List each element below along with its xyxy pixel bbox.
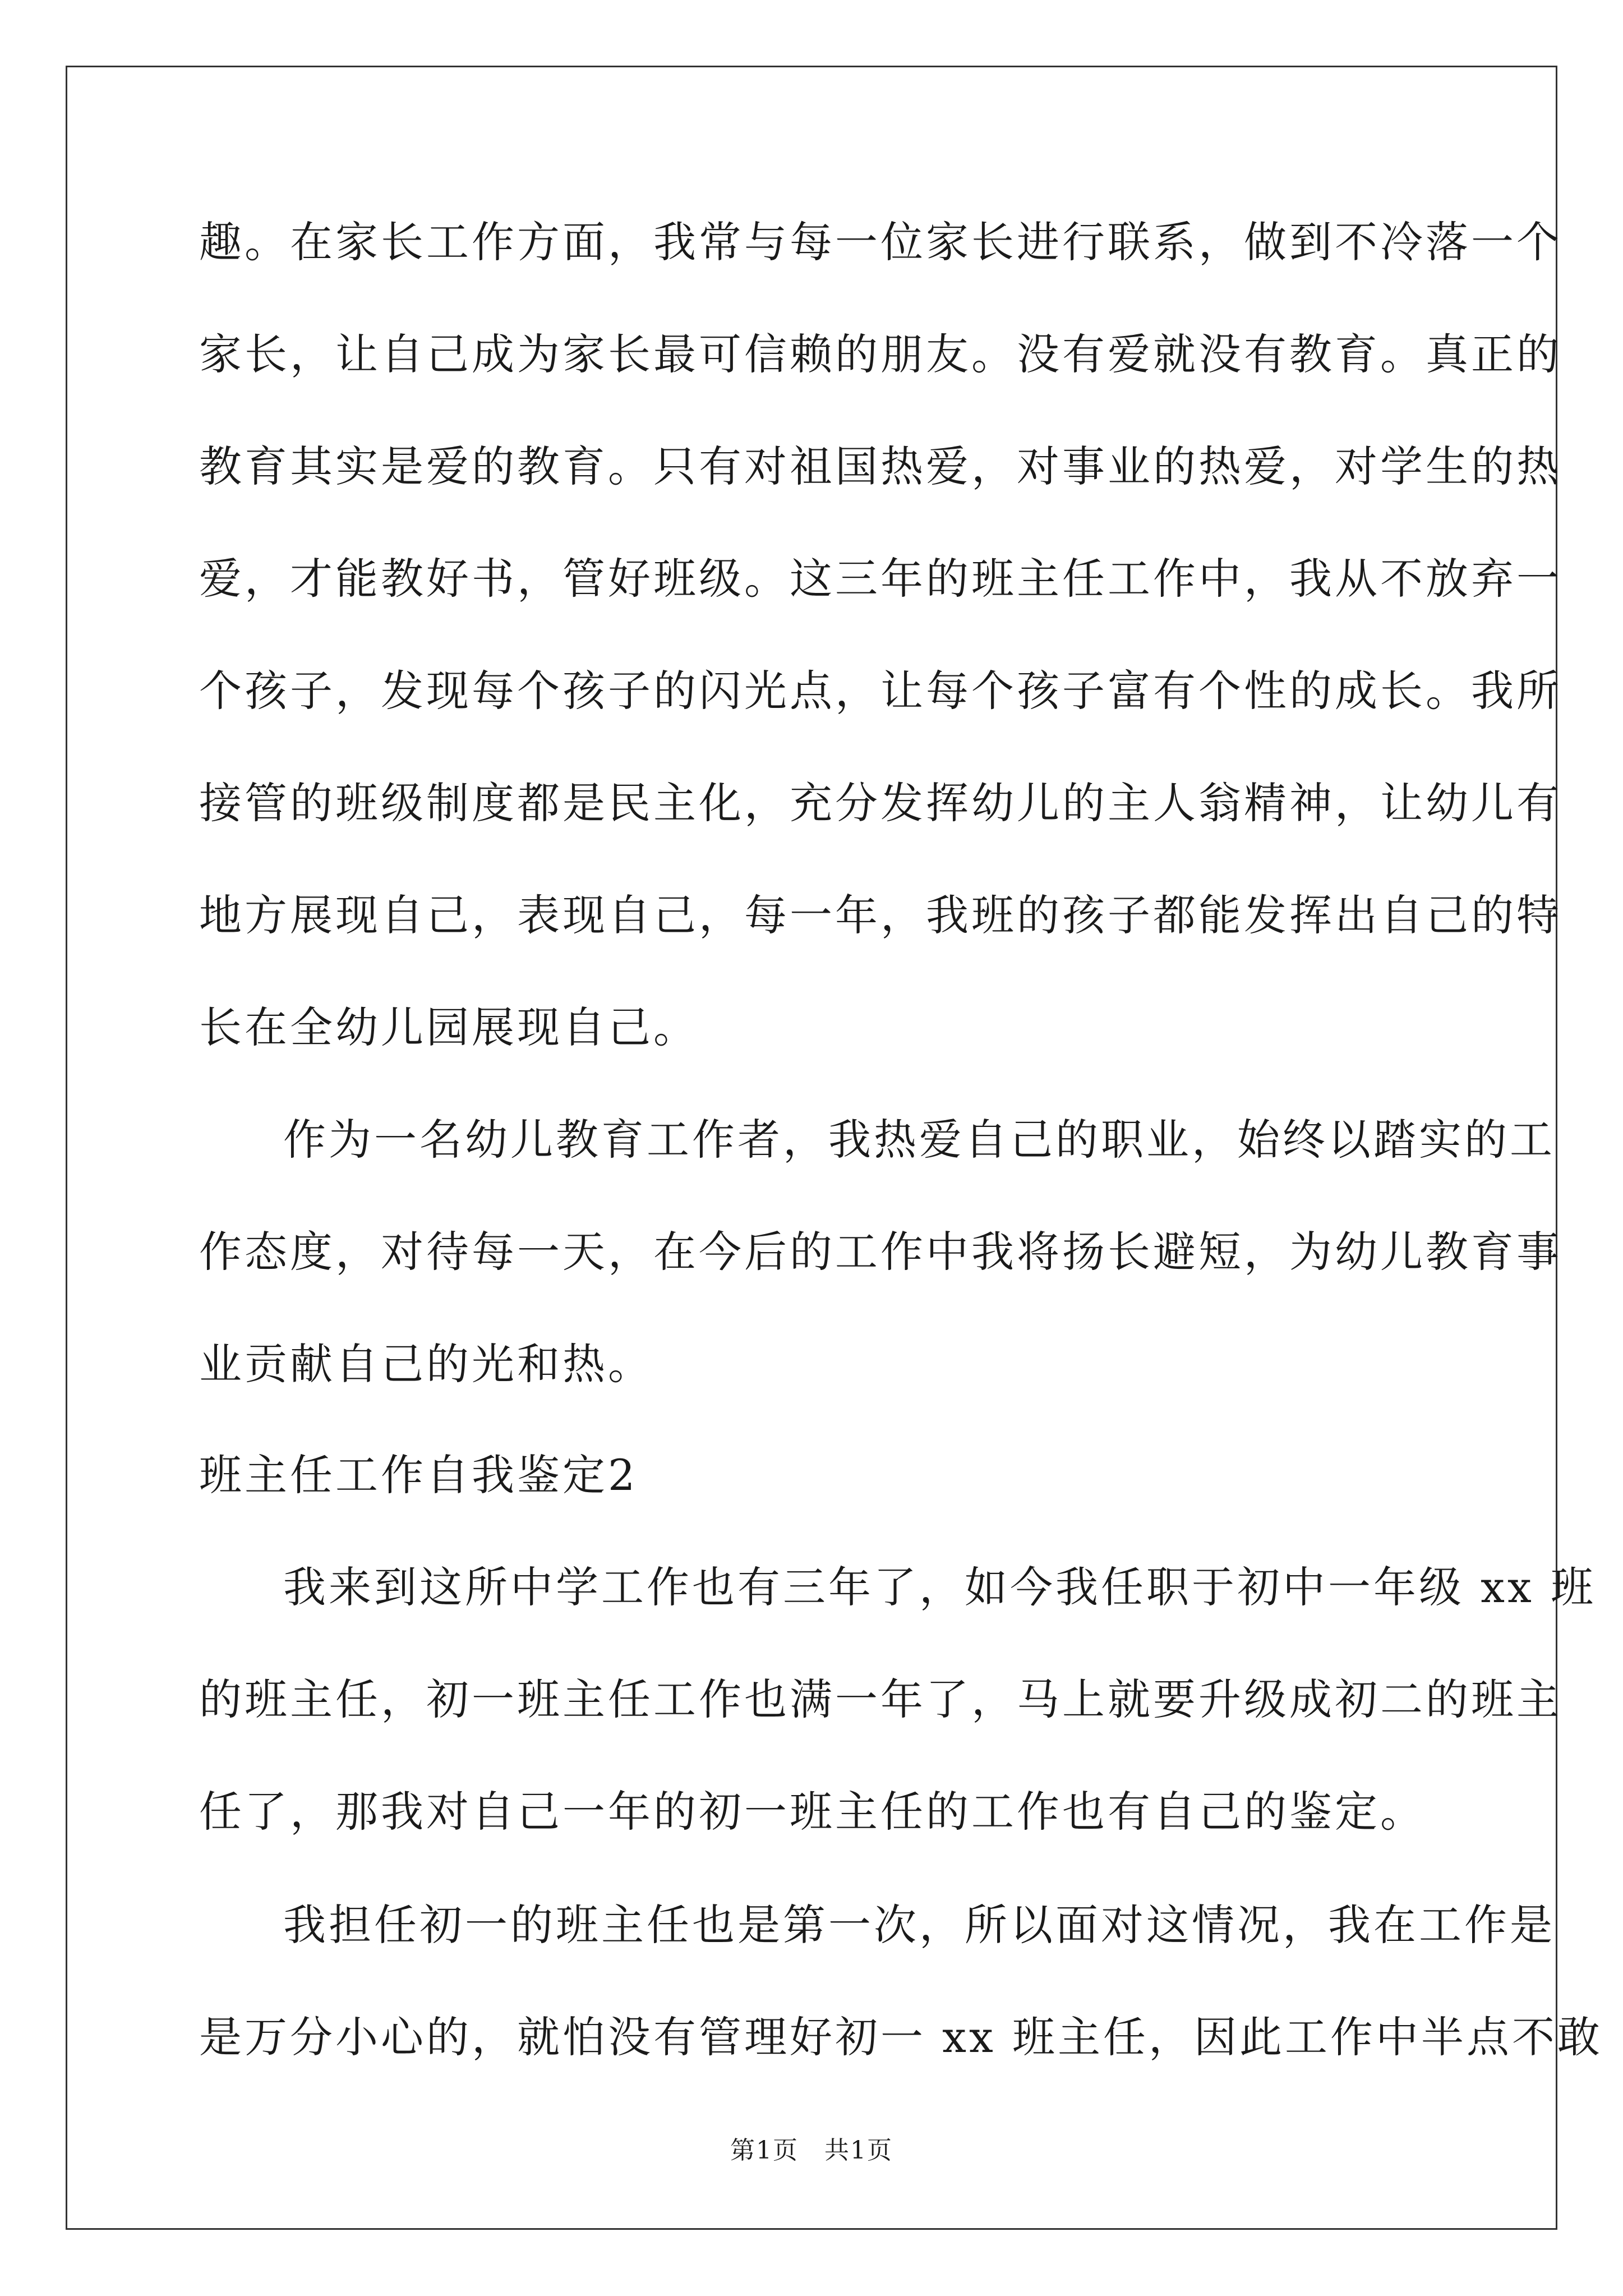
body-line: 的班主任，初一班主任工作也满一年了，马上就要升级成初二的班主 xyxy=(199,1674,1562,1724)
body-line: 我来到这所中学工作也有三年了，如今我任职于初中一年级 xx 班 xyxy=(283,1562,1597,1612)
body-line: 接管的班级制度都是民主化，充分发挥幼儿的主人翁精神，让幼儿有 xyxy=(199,778,1562,828)
body-line: 趣。在家长工作方面，我常与每一位家长进行联系，做到不冷落一个 xyxy=(199,217,1562,267)
body-line: 长在全幼儿园展现自己。 xyxy=(199,1002,699,1052)
body-line: 作态度，对待每一天，在今后的工作中我将扬长避短，为幼儿教育事 xyxy=(199,1227,1562,1277)
body-line: 作为一名幼儿教育工作者，我热爱自己的职业，始终以踏实的工 xyxy=(283,1115,1555,1165)
body-line: 家长，让自己成为家长最可信赖的朋友。没有爱就没有教育。真正的 xyxy=(199,329,1562,379)
page-footer: 第1页 共1页 xyxy=(730,2136,893,2165)
body-line: 任了，那我对自己一年的初一班主任的工作也有自己的鉴定。 xyxy=(199,1787,1426,1837)
body-line: 业贡献自己的光和热。 xyxy=(199,1339,653,1389)
body-line: 地方展现自己，表现自己，每一年，我班的孩子都能发挥出自己的特 xyxy=(199,890,1562,940)
section-heading: 班主任工作自我鉴定2 xyxy=(199,1450,638,1500)
body-line: 爱，才能教好书，管好班级。这三年的班主任工作中，我从不放弃一 xyxy=(199,554,1562,604)
body-line: 是万分小心的，就怕没有管理好初一 xx 班主任，因此工作中半点不敢 xyxy=(199,2012,1603,2062)
body-line: 个孩子，发现每个孩子的闪光点，让每个孩子富有个性的成长。我所 xyxy=(199,666,1562,716)
body-line: 我担任初一的班主任也是第一次，所以面对这情况，我在工作是 xyxy=(283,1900,1555,1950)
body-line: 教育其实是爱的教育。只有对祖国热爱，对事业的热爱，对学生的热 xyxy=(199,441,1562,491)
